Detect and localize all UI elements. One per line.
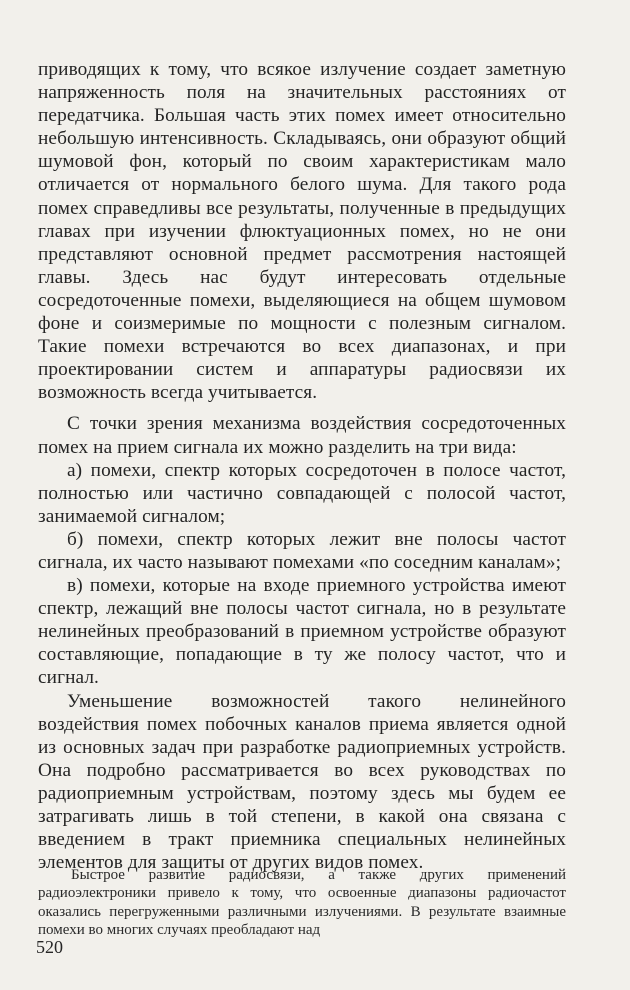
page-number: 520 bbox=[36, 937, 63, 957]
paragraph-classification: С точки зрения механизма воздействия сосредоточенных помех на прием сигнала их можно разделить на три вида: bbox=[38, 413, 566, 458]
paragraph-nonlinear: Уменьшение возможностей такого нелинейного воздействия помех побочных каналов приема является одной из основных задач при разработке радиоприемных устройств. Она подробно рассматривается во всех руководствах по радиоприемным устройствам, поэтому здесь мы будем ее затрагивать лишь в той степени, в какой она связана с введением в тракт приемника специальных нелинейных элементов для защиты от других видов помех. bbox=[38, 690, 566, 874]
footnote: Быстрое развитие радиосвязи, а также других применений радиоэлектроники привело к тому, что освоенные диапазоны радиочастот оказались перегруженными различными излучениями. В результате взаимные помехи во многих случаях преобладают над bbox=[38, 867, 566, 939]
list-item-c: в) помехи, которые на входе приемного устройства имеют спектр, лежащий вне полосы частот сигнала, но в результате нелинейных преобразований в приемном устройстве образуют составляющие, попадающие в ту же полосу частот, что и сигнал. bbox=[38, 575, 566, 689]
paragraph-intro: приводящих к тому, что всякое излучение создает заметную напряженность поля на значительных расстояниях от передатчика. Большая часть этих помех имеет относительно небольшую интенсивность. Складываясь, они образуют общий шумовой фон, который по своим характеристикам мало отличается от нормального белого шума. Для такого рода помех справедливы все результаты, полученные в предыдущих главах при изучении флюктуационных помех, но не они представляют основной предмет рассмотрения настоящей главы. Здесь нас будут интересовать отдельные сосредоточенные помехи, выделяющиеся на общем шумовом фоне и соизмеримые по мощности с полезным сигналом. Такие помехи встречаются во всех диапазонах, и при проектировании систем и аппаратуры радиосвязи их возможность всегда учитывается. bbox=[38, 59, 566, 404]
list-item-a: а) помехи, спектр которых сосредоточен в полосе частот, полностью или частично совпадающей с полосой частот, занимаемой сигналом; bbox=[38, 459, 566, 527]
list-item-b: б) помехи, спектр которых лежит вне полосы частот сигнала, их часто называют помехами «по соседним каналам»; bbox=[38, 528, 566, 573]
main-text bbox=[38, 58, 566, 874]
